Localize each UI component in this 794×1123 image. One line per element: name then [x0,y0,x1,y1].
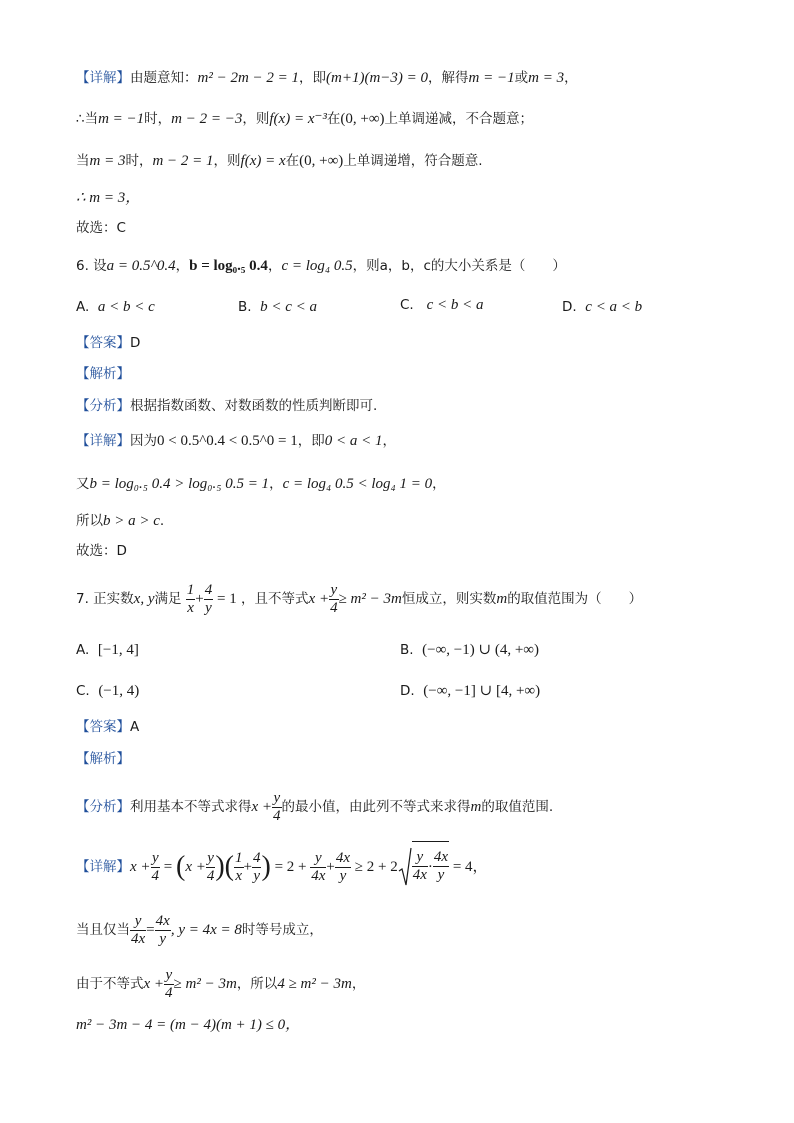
fraction-4x-over-y: $\frac{4x}{y}$ [433,849,449,883]
text: 又 [76,476,90,492]
fraction-y-over-4: $\frac{y}{4}$ [330,581,338,616]
text: ，解得 [428,70,469,86]
text: ，则 [242,111,270,127]
question-number: 7. 正实数 [76,591,134,607]
equation: (0, +∞) [340,111,385,127]
option-label: D. [562,299,577,315]
q7-method: 【分析】利用基本不等式求得x + $\frac{y}{4}$ 的最小值，由此列不等式来求得m的取值范围. [76,789,554,824]
q5-detail-line2 [76,109,533,129]
q6-method [76,396,377,416]
fraction-y-over-4: $\frac{y}{4}$ [165,966,173,1001]
fraction-1-over-x: $\frac{1}{x}$ [186,581,195,616]
text: 当 [76,153,90,169]
text: 的取值范围为（ ） [507,591,643,607]
text: ， [564,70,578,86]
fraction-4x-over-y: $\frac{4x}{y}$ [335,849,351,884]
q7-option-d[interactable] [400,681,540,701]
q6-option-a[interactable] [76,297,155,317]
text: ，即 [299,70,327,86]
fraction-4-over-y: $\frac{4}{y}$ [252,849,261,884]
equation: 0 < a < 1 [324,433,383,449]
equation: m = −1 [468,70,515,86]
text: ，则a，b，c的大小关系是（ ） [352,258,566,274]
text: 利用基本不等式求得 [130,799,252,815]
equation: c = log₄ 0.5 < log₄ 1 = 0 [282,476,433,492]
text: ， [175,258,190,274]
fraction-y-over-4x: $\frac{y}{4x}$ [412,849,427,883]
q7-detail-line2: 当且仅当 $\frac{y}{4x}$ = $\frac{4x}{y}$ , y = 4x = 8时等号成立， [76,912,323,947]
method-tag: 【分析】 [76,799,130,815]
text: . [159,513,165,529]
q7-option-a[interactable] [76,640,139,660]
q7-option-c[interactable] [76,681,139,701]
answer-tag: 【答案】 [76,335,130,351]
q5-detail-line3 [76,151,483,171]
q6-option-c[interactable] [400,295,484,315]
text: 在 [285,153,300,169]
q6-detail-line1 [76,431,396,451]
equation: m = −1 [98,111,145,127]
text: 当且仅当 [76,922,130,938]
equation: 0 < 0.5^0.4 < 0.5^0 = 1 [157,433,298,449]
text: 根据指数函数、对数函数的性质判断即可. [130,398,378,414]
text: 的最小值，由此列不等式来求得 [281,799,471,815]
q5-detail-line1 [76,68,578,88]
option-text: [−1, 4] [97,642,139,658]
text: ， [382,433,396,449]
text: ，则 [213,153,241,169]
option-text: (−1, 4) [98,683,140,699]
fraction-y-over-4: $\frac{y}{4}$ [151,849,160,884]
method-tag: 【分析】 [76,398,130,414]
text: ， [269,476,283,492]
text: 由题意知： [130,70,198,86]
option-label: A. [76,642,90,658]
option-text: c < b < a [426,297,484,313]
option-label: B. [238,299,252,315]
equation: (0, +∞) [299,153,344,169]
q7-detail-line1: 【详解】x + $\frac{y}{4}$ = (x + $\frac{y}{4}$ )( $\frac{1}{x}$ + $\frac{4}{y}$ ) = 2 + $\frac{y}{4x}$ + $\frac{4x}{y}$ ≥ 2 + 2 $\frac{y}{4x}$ · $\frac{4x}{y}$ = 4， [76,842,488,892]
q6-detail-line2 [76,474,446,494]
q6-detail-line3 [76,511,164,531]
option-label: C. [76,683,90,699]
fraction-y-over-4x: $\frac{y}{4x}$ [131,912,146,947]
text: 在 [326,111,341,127]
text: 所以 [76,513,103,529]
detail-tag: 【详解】 [76,859,130,875]
equation: f(x) = x⁻³ [269,111,327,127]
text: 的取值范围. [481,799,554,815]
equation: (m+1)(m−3) = 0 [326,70,429,86]
equation: c = log₄ 0.5 [281,258,353,274]
text: 上单调递减，不合题意； [384,111,534,127]
fraction-1-over-x: $\frac{1}{x}$ [235,849,243,884]
answer-value: A [130,719,140,735]
equation: x, y [133,591,155,607]
equation: b = log₀.₅ 0.4 [189,258,268,274]
option-text: b < c < a [260,299,318,315]
text: 满足 [154,591,182,607]
equation: = 4， [452,859,488,875]
text: 时， [144,111,172,127]
option-text: a < b < c [97,299,155,315]
equation: m = 3 [528,70,565,86]
equation: f(x) = x [240,153,286,169]
equation: a = 0.5^0.4 [106,258,176,274]
fraction-y-over-4x: $\frac{y}{4x}$ [311,849,326,884]
option-label: B. [400,642,414,658]
text: ， [267,258,282,274]
equation: b > a > c [103,513,160,529]
equation: m² − 2m − 2 = 1 [197,70,300,86]
variable: m [496,591,508,607]
text: 因为 [130,433,157,449]
text: ，所以 [236,976,278,992]
q6-analysis-tag: 【解析】 [76,366,130,382]
text: ∴当 [76,111,99,127]
q5-conclusion: ∴ m = 3， [76,190,141,206]
text: 上单调递增，符合题意. [343,153,483,169]
equation: m − 2 = −3 [171,111,243,127]
equation: m − 2 = 1 [152,153,214,169]
q6-choice: 故选：D [76,543,127,559]
option-label: D. [400,683,415,699]
equation: , y = 4x = 8 [170,922,242,938]
equation: ≥ m² − 3m [173,976,237,992]
q7-answer [76,717,139,737]
text: ，且不等式 [241,591,309,607]
option-text: c < a < b [585,299,643,315]
answer-tag: 【答案】 [76,719,130,735]
equation: 4 ≥ m² − 3m [277,976,352,992]
q6-option-b[interactable] [238,297,317,317]
q7-detail-line4: m² − 3m − 4 = (m − 4)(m + 1) ≤ 0， [76,1017,301,1033]
detail-tag: 【详解】 [76,70,130,86]
q6-stem [76,256,566,276]
text: 由于不等式 [76,976,144,992]
fraction-4x-over-y: $\frac{4x}{y}$ [155,912,170,947]
text: ， [432,476,446,492]
text: 时， [125,153,153,169]
q7-analysis-tag: 【解析】 [76,751,130,767]
option-text: (−∞, −1) ∪ (4, +∞) [422,642,539,658]
text: 或 [514,70,529,86]
q7-option-b[interactable] [400,640,539,660]
text: ， [351,976,366,992]
q5-choice: 故选：C [76,220,126,236]
q6-answer [76,333,140,353]
fraction-y-over-4: $\frac{y}{4}$ [273,789,281,824]
fraction-4-over-y: $\frac{4}{y}$ [204,581,213,616]
fraction-y-over-4: $\frac{y}{4}$ [206,849,215,884]
q6-option-d[interactable] [562,297,642,317]
square-root: $\frac{y}{4x}$ · $\frac{4x}{y}$ [398,842,449,892]
option-label: A. [76,299,90,315]
text: 恒成立，则实数 [401,591,497,607]
option-text: (−∞, −1] ∪ [4, +∞) [423,683,541,699]
text: ，即 [297,433,325,449]
answer-value: D [130,335,141,351]
q7-stem: 7. 正实数x, y满足 $\frac{1}{x}$ + $\frac{4}{y}$ = 1 ，且不等式x + $\frac{y}{4}$ ≥ m² − 3m恒成立，则实数m的取值范围为（ ） [76,581,643,616]
equation: ≥ m² − 3m [338,591,402,607]
text: 时等号成立， [241,922,323,938]
q7-detail-line3: 由于不等式x + $\frac{y}{4}$ ≥ m² − 3m，所以4 ≥ m² − 3m， [76,966,366,1001]
radical-sign-icon [398,847,412,887]
question-number: 6. 设 [76,258,107,274]
equation: m = 3 [89,153,126,169]
detail-tag: 【详解】 [76,433,130,449]
option-label: C. [400,297,414,313]
equation: b = log₀.₅ 0.4 > log₀.₅ 0.5 = 1 [89,476,270,492]
